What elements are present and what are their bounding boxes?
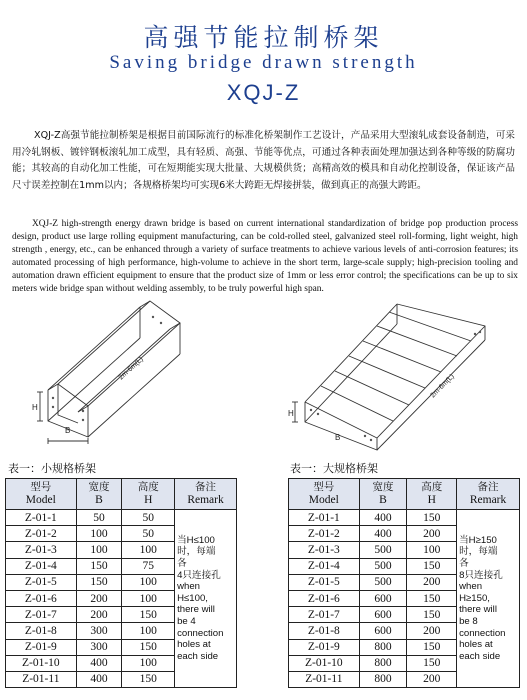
height-cell: 75 [122,558,175,574]
width-cell: 600 [359,623,407,639]
remark-cell [175,510,237,688]
width-cell: 500 [359,558,407,574]
header-height: 高度 H [122,479,175,510]
width-cell: 100 [76,526,122,542]
header-remark: 备注 Remark [175,479,237,510]
model-cell: Z-01-6 [289,590,360,606]
width-cell: 300 [76,623,122,639]
height-cell: 200 [407,574,457,590]
width-cell: 150 [76,558,122,574]
small-tray-span-label: 2m-6m(L) [117,355,145,382]
width-cell: 200 [76,590,122,606]
header-width: 宽度 B [76,479,122,510]
model-cell: Z-01-9 [6,639,77,655]
height-cell: 150 [122,639,175,655]
header-remark: 备注 Remark [457,479,520,510]
small-spec-table [5,478,237,688]
width-cell: 400 [76,655,122,671]
width-cell: 500 [359,542,407,558]
remark-line: 4只连接孔 [177,569,221,581]
height-cell: 50 [122,510,175,526]
width-cell: 100 [76,542,122,558]
model-cell: Z-01-11 [289,671,360,687]
remark-line: holes at [177,639,211,651]
remark-line: 8只连接孔 [459,569,503,581]
product-model: XQJ-Z [226,80,301,105]
header-height: 高度 H [407,479,457,510]
remark-line: there will [177,604,215,616]
model-cell: Z-01-7 [6,607,77,623]
model-cell: Z-01-10 [289,655,360,671]
model-cell: Z-01-7 [289,607,360,623]
height-cell: 100 [122,655,175,671]
model-cell: Z-01-1 [289,510,360,526]
height-cell: 150 [407,655,457,671]
height-cell: 150 [122,607,175,623]
height-cell: 50 [122,526,175,542]
width-cell: 600 [359,607,407,623]
remark-line: when [459,581,483,593]
header-model: 型号 Model [289,479,360,510]
description-cn: XQJ-Z高强节能拉制桥架是根据目前国际流行的标准化桥架制作工艺设计，产品采用大型滚轧成套设备制造，可采用冷轧钢板、镀锌钢板滚轧加工成型，具有轻质、高强、节能等优点，可通过各种表面处理加强达到各种等级的防腐功能；其较高的自动化加工性能，可在短期能实现大批量、大规模供货；高精高效的模具和自动化控制设备，保证该产品尺寸误差控制在1mm以内；各规格桥架均可实现6米大跨距无焊接拼装，做到真正的高强大跨距。 [12,130,515,191]
small-table-caption: 表一：小规格桥架 [8,462,96,475]
remark-line: there will [459,604,497,616]
model-cell: Z-01-4 [6,558,77,574]
large-table-caption: 表一：大规格桥架 [290,462,378,475]
remark-cell [457,510,520,688]
model-cell: Z-01-1 [6,510,77,526]
header-width: 宽度 B [359,479,407,510]
height-cell: 100 [122,542,175,558]
table-row [289,510,520,526]
header-model: 型号 Model [6,479,77,510]
model-cell: Z-01-9 [289,639,360,655]
model-cell: Z-01-8 [289,623,360,639]
height-cell: 200 [407,526,457,542]
page-title-cn: 高强节能拉制桥架 [143,23,384,52]
height-cell: 200 [407,671,457,687]
large-spec-table [288,478,520,688]
height-cell: 150 [407,607,457,623]
remark-line: each side [459,650,501,662]
model-cell: Z-01-11 [6,671,77,687]
width-cell: 800 [359,655,407,671]
remark-line: H≥150, [459,592,490,604]
height-cell: 150 [407,590,457,606]
small-tray-h-label: H [32,403,38,412]
large-tray-span-label: 2m-6m(L) [429,373,456,400]
height-cell: 100 [122,623,175,639]
remark-line: 各 [177,557,187,569]
remark-line: be 8 [459,615,478,627]
width-cell: 50 [76,510,122,526]
width-cell: 800 [359,639,407,655]
height-cell: 200 [407,623,457,639]
page-title-en: Saving bridge drawn strength [109,52,418,73]
width-cell: 150 [76,574,122,590]
height-cell: 150 [407,639,457,655]
small-tray-drawing [28,295,218,445]
remark-line: connection [459,627,506,639]
remark-line: be 4 [177,615,196,627]
width-cell: 400 [76,671,122,687]
remark-line: H≤100, [177,592,208,604]
model-cell: Z-01-10 [6,655,77,671]
width-cell: 200 [76,607,122,623]
model-cell: Z-01-4 [289,558,360,574]
width-cell: 800 [359,671,407,687]
width-cell: 500 [359,574,407,590]
remark-line: each side [177,650,219,662]
remark-line: when [177,581,201,593]
height-cell: 150 [122,671,175,687]
height-cell: 100 [122,590,175,606]
model-cell: Z-01-3 [6,542,77,558]
large-tray-b-label: B [335,433,341,442]
height-cell: 100 [407,542,457,558]
model-cell: Z-01-6 [6,590,77,606]
width-cell: 600 [359,590,407,606]
remark-line: 时，每端 [177,546,216,558]
width-cell: 300 [76,639,122,655]
remark-line: 当H≤100 [177,534,215,546]
remark-line: 各 [459,557,469,569]
model-cell: Z-01-5 [6,574,77,590]
width-cell: 400 [359,526,407,542]
model-cell: Z-01-5 [289,574,360,590]
width-cell: 400 [359,510,407,526]
model-cell: Z-01-3 [289,542,360,558]
model-cell: Z-01-2 [289,526,360,542]
remark-line: 时，每端 [459,546,498,558]
table-row [6,510,237,526]
model-cell: Z-01-2 [6,526,77,542]
remark-line: holes at [459,639,493,651]
remark-line: 当H≥150 [459,534,497,546]
small-tray-b-label: B [65,426,71,435]
large-tray-h-label: H [288,409,294,418]
height-cell: 150 [407,510,457,526]
height-cell: 100 [122,574,175,590]
large-tray-drawing [285,290,515,455]
height-cell: 150 [407,558,457,574]
model-cell: Z-01-8 [6,623,77,639]
remark-line: connection [177,627,224,639]
description-en: XQJ-Z high-strength energy drawn bridge is based on current international standardization of bridge pop production process design, product use large rolling equipment manufacturing, can be cold-rolled steel, galvanized steel roll-forming, light weight, high strength , energy, etc., can be enhanced through a variety of surface treatments to achieve various levels of anti-corrosion features; its automated processing of high performance, high-volume to achieve in the short term, large-scale supply; high-precision tooling and automation drawn efficient equipment to ensure that the product size of 1mm or less error control; the specifications can be up to six meters wide bridge span without welding assembly, to be truly powerful high span. [12,219,518,295]
